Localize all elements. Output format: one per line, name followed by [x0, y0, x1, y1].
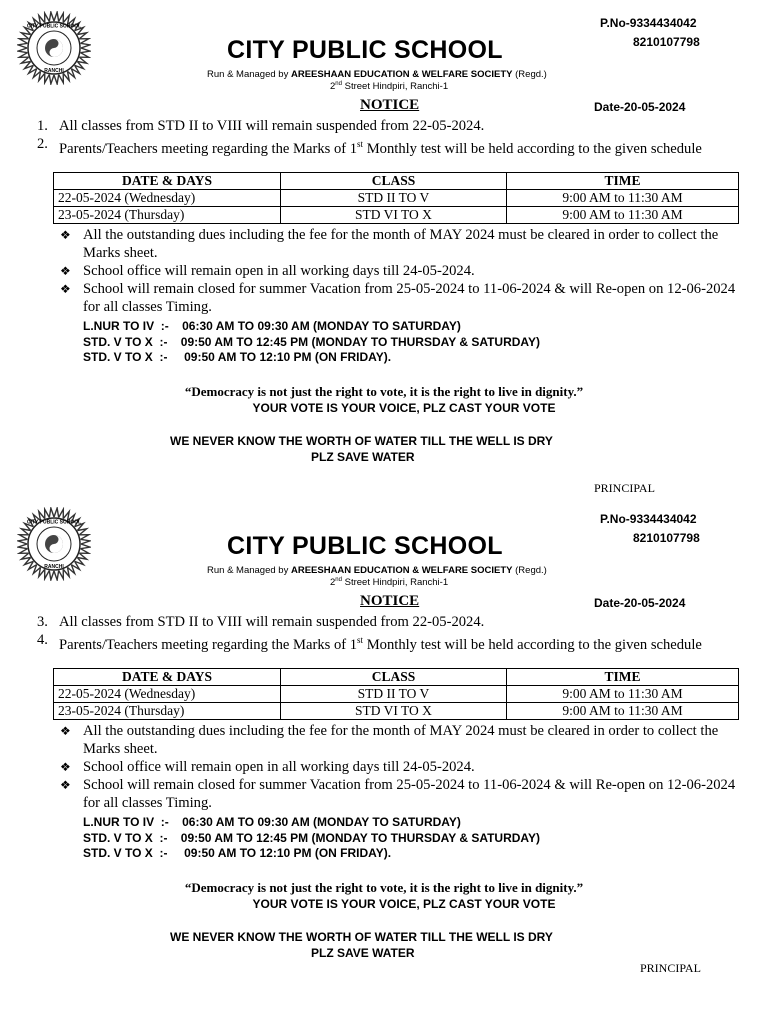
water-slogan: WE NEVER KNOW THE WORTH OF WATER TILL THE WELL IS DRY [170, 930, 553, 944]
list-item: 2. Parents/Teachers meeting regarding the Marks of 1st Monthly test will be held according to the given schedule [37, 136, 702, 157]
logo-ray [63, 567, 69, 576]
list-item: ❖ School office will remain open in all working days till 24-05-2024. [60, 759, 475, 775]
logo-ray [49, 508, 54, 517]
schedule-table [53, 172, 739, 224]
notice-date: Date-20-05-2024 [594, 596, 686, 610]
logo-ray [81, 539, 90, 544]
table-row: 22-05-2024 (Wednesday) STD II TO V 9:00 AM to 11:30 AM [54, 686, 739, 703]
logo-ray [45, 73, 50, 82]
logo-ray [18, 544, 27, 549]
logo-city: RANCHI [44, 68, 64, 74]
notice-date: Date-20-05-2024 [594, 100, 686, 114]
logo-ray [59, 73, 64, 82]
logo-ray [45, 569, 50, 578]
logo-ray [18, 48, 27, 53]
logo-ray [49, 571, 54, 580]
logo-text: CITY PUBLIC SCHOOL [26, 519, 82, 526]
notice-section-bottom [0, 496, 768, 996]
logo-ray [81, 43, 90, 48]
democracy-quote: “Democracy is not just the right to vote, it is the right to live in dignity.” [184, 880, 584, 895]
bullet-list [60, 722, 740, 812]
logo-ray [45, 13, 50, 22]
logo-ray [19, 39, 28, 44]
logo-ray [77, 529, 86, 535]
logo-city: RANCHI [44, 564, 64, 570]
diamond-bullet-icon: ❖ [60, 228, 71, 242]
diamond-bullet-icon: ❖ [60, 778, 71, 792]
school-address: 2nd Street Hindpiri, Ranchi-1 [330, 81, 449, 93]
diamond-bullet-icon: ❖ [60, 760, 71, 774]
logo-ray [49, 75, 54, 84]
school-logo [17, 11, 91, 85]
water-slogan: WE NEVER KNOW THE WORTH OF WATER TILL THE WELL IS DRY [170, 434, 553, 448]
table-row: 23-05-2024 (Thursday) STD VI TO X 9:00 AM to 11:30 AM [54, 207, 739, 224]
phone-number-2: 8210107798 [633, 531, 700, 545]
logo-ray [59, 569, 64, 578]
logo-ray [79, 535, 88, 540]
notice-title: NOTICE [360, 593, 420, 609]
logo-ray [19, 535, 28, 540]
list-item: ❖ All the outstanding dues including the fee for the month of MAY 2024 must be cleared in order to collect the Marks sheet. [60, 227, 719, 261]
logo-ray [59, 509, 64, 518]
table-row: 22-05-2024 (Wednesday) STD II TO V 9:00 AM to 11:30 AM [54, 190, 739, 207]
logo-ray [18, 43, 27, 48]
diamond-bullet-icon: ❖ [60, 264, 71, 278]
logo-ray [81, 544, 90, 549]
logo-ray [19, 549, 28, 554]
bullet-list [60, 226, 740, 316]
vote-slogan: YOUR VOTE IS YOUR VOICE, PLZ CAST YOUR VOTE [252, 401, 556, 415]
logo-ray [81, 48, 90, 53]
list-item: ❖ School office will remain open in all working days till 24-05-2024. [60, 263, 475, 279]
class-timings: L.NUR TO IV :- 06:30 AM TO 09:30 AM (MONDAY TO SATURDAY) STD. V TO X :- 09:50 AM TO 12:45 PM (MONDAY TO THURSDAY & SATURDAY) STD. V TO X :- 09:50 AM TO 12:10 PM (ON FRIDAY). [83, 815, 540, 860]
table-header-row: DATE & DAYS CLASS TIME [54, 669, 739, 686]
logo-ray [54, 571, 59, 580]
class-timings: L.NUR TO IV :- 06:30 AM TO 09:30 AM (MONDAY TO SATURDAY) STD. V TO X :- 09:50 AM TO 12:45 PM (MONDAY TO THURSDAY & SATURDAY) STD. V TO X :- 09:50 AM TO 12:10 PM (ON FRIDAY). [83, 319, 540, 364]
numbered-list [37, 117, 737, 158]
logo-ray [79, 53, 88, 58]
diamond-bullet-icon: ❖ [60, 724, 71, 738]
logo-ray [49, 12, 54, 21]
numbered-list [37, 613, 737, 654]
logo-ray [63, 71, 69, 80]
list-item: ❖ All the outstanding dues including the fee for the month of MAY 2024 must be cleared in order to collect the Marks sheet. [60, 723, 719, 757]
logo-ray [45, 509, 50, 518]
principal-signature: PRINCIPAL [640, 961, 701, 975]
democracy-quote: “Democracy is not just the right to vote, it is the right to live in dignity.” [184, 384, 584, 399]
table-header-row: DATE & DAYS CLASS TIME [54, 173, 739, 190]
logo-ray [59, 13, 64, 22]
list-item: ❖ School will remain closed for summer Vacation from 25-05-2024 to 11-06-2024 & will Re-open on 12-06-2024 for all classes Timing. [60, 281, 736, 315]
logo-ray [79, 549, 88, 554]
logo-ray [18, 539, 27, 544]
logo-ray [21, 553, 30, 559]
managed-by: Run & Managed by AREESHAAN EDUCATION & WELFARE SOCIETY (Regd.) [207, 69, 547, 80]
notice-title: NOTICE [360, 97, 420, 113]
schedule-table [53, 668, 739, 720]
logo-ray [54, 12, 59, 21]
logo-ray [79, 39, 88, 44]
managed-by: Run & Managed by AREESHAAN EDUCATION & WELFARE SOCIETY (Regd.) [207, 565, 547, 576]
phone-number-1: P.No-9334434042 [600, 16, 697, 30]
list-item: 4. Parents/Teachers meeting regarding the Marks of 1st Monthly test will be held according to the given schedule [37, 632, 702, 653]
list-item: 3. All classes from STD II to VIII will remain suspended from 22-05-2024. [37, 614, 485, 630]
school-logo [17, 507, 91, 581]
principal-signature: PRINCIPAL [594, 481, 655, 495]
school-name: CITY PUBLIC SCHOOL [227, 36, 503, 64]
save-water-slogan: PLZ SAVE WATER [311, 946, 415, 960]
list-item: ❖ School will remain closed for summer Vacation from 25-05-2024 to 11-06-2024 & will Re-open on 12-06-2024 for all classes Timing. [60, 777, 736, 811]
diamond-bullet-icon: ❖ [60, 282, 71, 296]
phone-number-2: 8210107798 [633, 35, 700, 49]
school-address: 2nd Street Hindpiri, Ranchi-1 [330, 577, 449, 589]
logo-ray [54, 508, 59, 517]
notice-section-top [0, 0, 768, 500]
table-row: 23-05-2024 (Thursday) STD VI TO X 9:00 AM to 11:30 AM [54, 703, 739, 720]
logo-ray [77, 33, 86, 39]
logo-ray [54, 75, 59, 84]
list-item: 1. All classes from STD II to VIII will remain suspended from 22-05-2024. [37, 118, 485, 134]
phone-number-1: P.No-9334434042 [600, 512, 697, 526]
school-name: CITY PUBLIC SCHOOL [227, 532, 503, 560]
logo-ray [19, 53, 28, 58]
save-water-slogan: PLZ SAVE WATER [311, 450, 415, 464]
logo-ray [21, 57, 30, 63]
logo-text: CITY PUBLIC SCHOOL [26, 23, 82, 30]
vote-slogan: YOUR VOTE IS YOUR VOICE, PLZ CAST YOUR VOTE [252, 897, 556, 911]
